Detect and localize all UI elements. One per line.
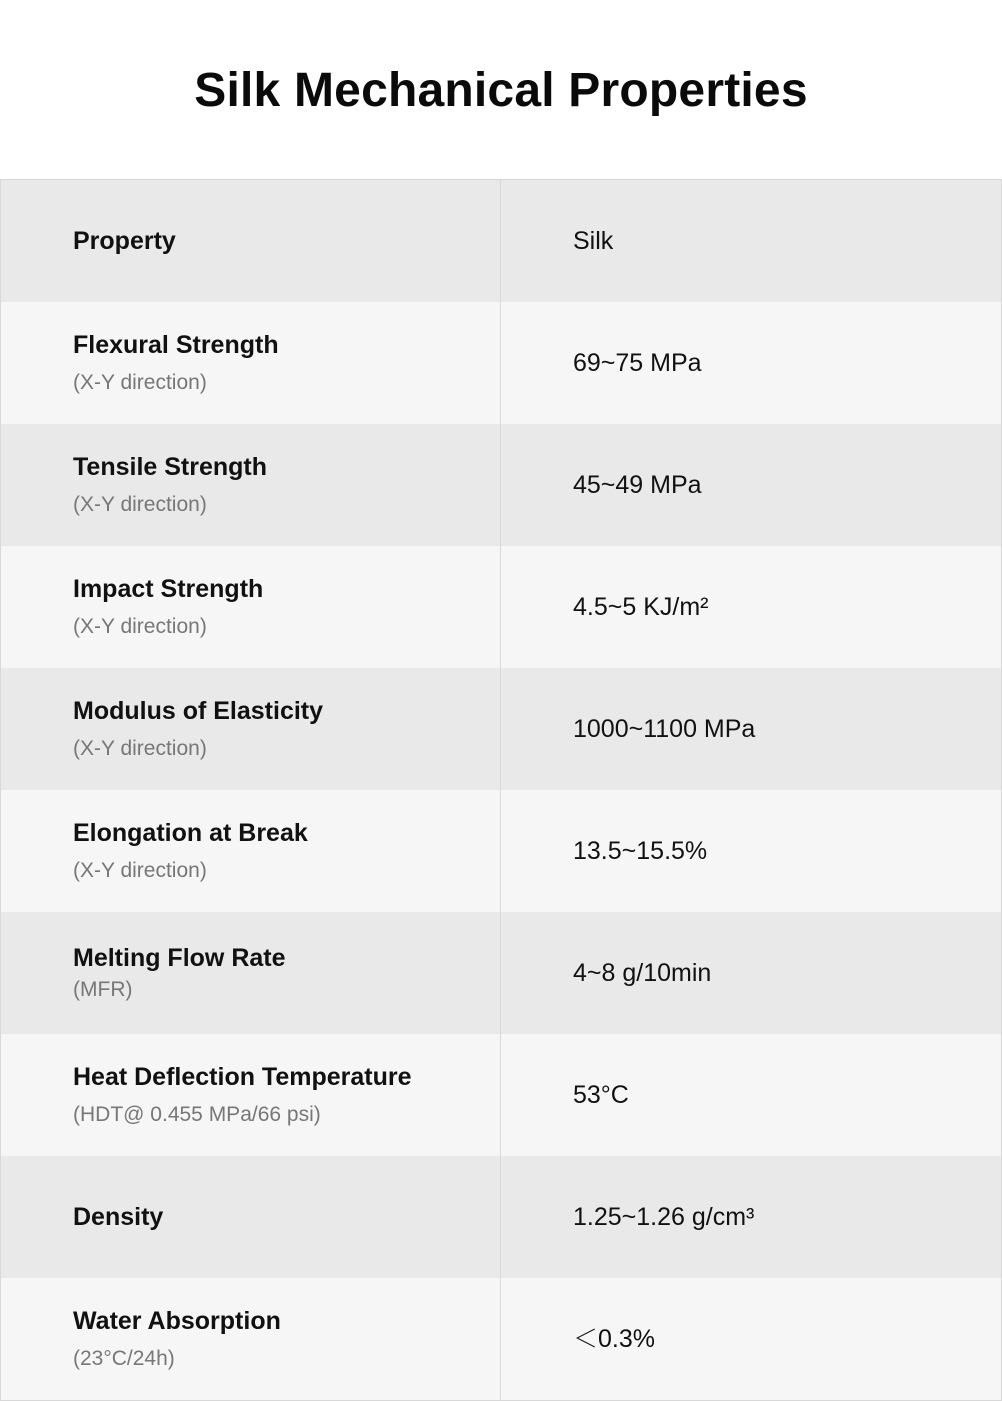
property-name: Flexural Strength [73,331,279,359]
header-property-label: Property [73,226,176,255]
property-value: 1.25~1.26 g/cm³ [573,1203,755,1231]
property-name: Melting Flow Rate [73,944,286,972]
value-cell [501,912,1002,1034]
table-row-density [0,1156,1002,1278]
value-cell [501,668,1002,790]
value-cell [501,1278,1002,1400]
property-condition: (X-Y direction) [73,615,207,638]
property-cell [0,1156,501,1278]
value-cell [501,424,1002,546]
property-condition: (X-Y direction) [73,737,207,760]
property-value: ＜0.3% [573,1325,655,1353]
property-value: 69~75 MPa [573,349,702,377]
value-cell [501,790,1002,912]
property-name: Water Absorption [73,1307,281,1335]
property-name: Heat Deflection Temperature [73,1063,412,1091]
table-row-tensile-strength [0,424,1002,546]
table-row-heat-deflection-temperature [0,1034,1002,1156]
property-condition: (23°C/24h) [73,1347,175,1370]
table-row-elongation-at-break [0,790,1002,912]
table-row-water-absorption [0,1278,1002,1400]
value-cell [501,302,1002,424]
property-value: 4~8 g/10min [573,959,712,987]
table-row-melting-flow-rate [0,912,1002,1034]
property-cell [0,302,501,424]
table-row-flexural-strength [0,302,1002,424]
header-material-cell [501,180,1002,302]
value-cell [501,1034,1002,1156]
value-cell [501,1156,1002,1278]
property-cell [0,1278,501,1400]
property-value: 53°C [573,1081,629,1109]
property-value: 13.5~15.5% [573,837,708,865]
property-name: Tensile Strength [73,453,268,481]
property-condition: (MFR) [73,978,133,1001]
property-cell [0,912,501,1034]
page-title: Silk Mechanical Properties [194,63,808,117]
table-row-modulus-of-elasticity [0,668,1002,790]
table-header-row [0,180,1002,302]
property-value: 45~49 MPa [573,471,702,499]
property-condition: (X-Y direction) [73,493,207,516]
property-condition: (X-Y direction) [73,371,207,394]
property-name: Density [73,1203,164,1231]
header-property-cell [0,180,501,302]
property-cell [0,546,501,668]
properties-table [0,179,1002,1401]
property-condition: (HDT@ 0.455 MPa/66 psi) [73,1103,321,1126]
table-row-impact-strength [0,546,1002,668]
property-name: Modulus of Elasticity [73,697,324,725]
property-cell [0,668,501,790]
property-value: 1000~1100 MPa [573,715,756,743]
header-material-label: Silk [573,226,614,255]
value-cell [501,546,1002,668]
property-name: Elongation at Break [73,819,308,847]
property-condition: (X-Y direction) [73,859,207,882]
property-cell [0,790,501,912]
property-cell [0,1034,501,1156]
property-value: 4.5~5 KJ/m² [573,593,709,621]
property-name: Impact Strength [73,575,264,603]
property-cell [0,424,501,546]
